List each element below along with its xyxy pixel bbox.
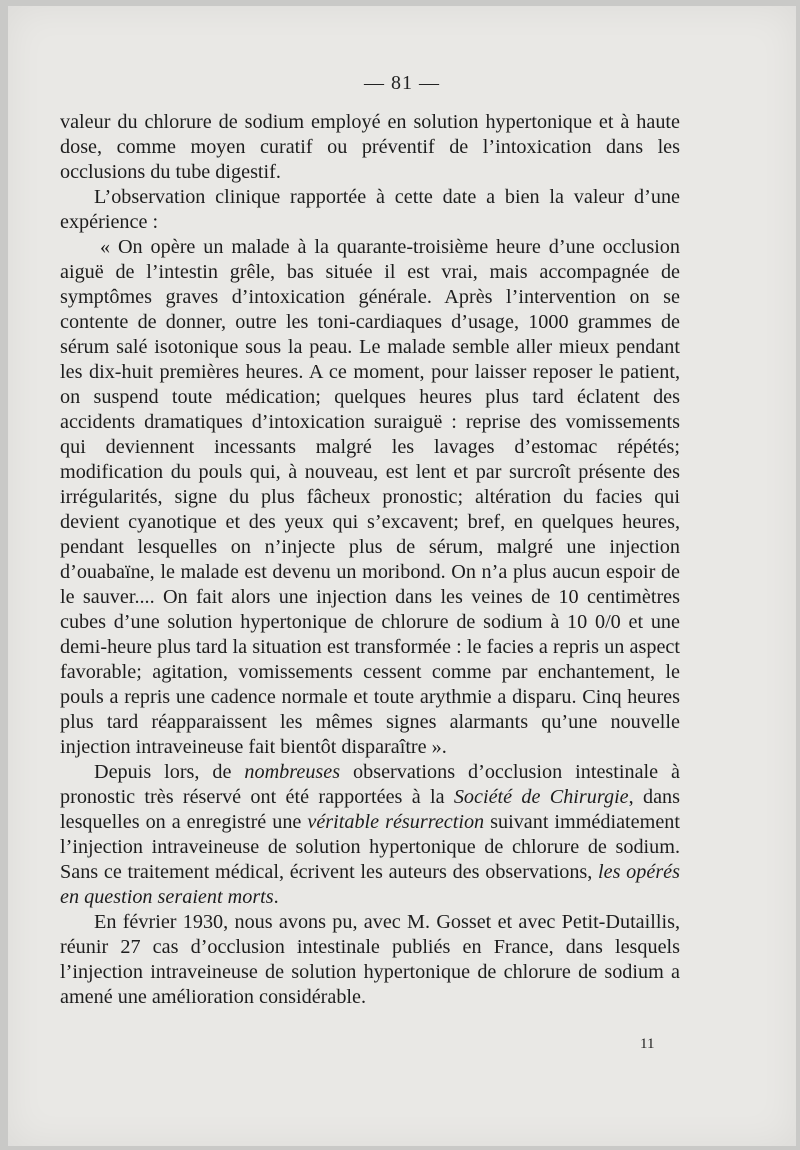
paragraph-quote: « On opère un malade à la quarante-troisième heure d’une occlusion aiguë de l’intestin grêle, bas située il est vrai, mais accompagnée de symptômes graves d’intoxication générale. Après l’intervention on se contente de donner, outre les toni-cardiaques d’usage, 1000 grammes de sérum salé isotonique sous la peau. Le malade semble aller mieux pendant les dix-huit premières heures. A ce moment, pour laisser reposer le patient, on suspend toute médication; quelques heures plus tard éclatent des accidents dramatiques d’intoxication suraiguë : reprise des vomissements qui deviennent incessants malgré les lavages d’estomac répétés; modification du pouls qui, à nouveau, est lent et par surcroît présente des irrégularités, signe du plus fâcheux pronostic; altération du facies qui devient cyanotique et des yeux qui s’excavent; bref, en quelques heures, pendant lesquelles on n’injecte plus de sérum, malgré une injection d’ouabaïne, le malade est devenu un moribond. On n’a plus aucun espoir de le sauver.... On fait alors une injection dans les veines de 10 centimètres cubes d’une solution hypertonique de chlorure de sodium à 10 0/0 et une demi-heure plus tard la situation est transformée : le facies a repris un aspect favorable; agitation, vomissements cessent comme par enchantement, le pouls a repris une cadence normale et toute arythmie a disparu. Cinq heures plus tard réapparaissent les mêmes signes alarmants qu’une nouvelle injection intraveineuse fait bientôt disparaître ». — [60, 236, 680, 758]
p4-text-g: suivant immédiatement l’injection intraveineuse de solution hypertonique de chlorure de sodium. Sans ce traitement médical, écrivent les auteurs des observations, — [60, 811, 680, 883]
p4-italic-societe: Société de Chirurgie — [453, 786, 629, 808]
p4-text-i: . — [273, 886, 279, 908]
signature-mark: 11 — [640, 1036, 655, 1052]
book-page — [8, 6, 796, 1146]
paragraph-5: En février 1930, nous avons pu, avec M. Gosset et avec Petit-Dutaillis, réunir 27 cas d’occlusion intestinale publiés en France, dans lesquels l’injection intraveineuse de solution hypertonique de chlorure de sodium a amené une amélioration considérable. — [60, 911, 680, 1008]
p4-text-a: Depuis lors, de — [94, 761, 245, 783]
paragraph-4 — [60, 760, 680, 910]
p4-text-e: , dans lesquelles on a enregistré une — [60, 786, 680, 833]
p4-text-c: observations d’occlusion intestinale à pronostic très réservé ont été rapportées à la — [60, 761, 680, 808]
p4-italic-operes: les opérés en question seraient morts — [60, 861, 680, 908]
page-body — [60, 110, 680, 1010]
paragraph-1: valeur du chlorure de sodium employé en solution hypertonique et à haute dose, comme moyen curatif ou préventif de l’intoxication dans les occlusions du tube digestif. — [60, 111, 680, 183]
paragraph-2: L’observation clinique rapportée à cette date a bien la valeur d’une expérience : — [60, 186, 680, 233]
p4-italic-resurrection: véritable résurrection — [307, 811, 485, 833]
page-number: — 81 — — [364, 72, 440, 94]
p4-italic-nombreuses: nombreuses — [244, 761, 341, 783]
